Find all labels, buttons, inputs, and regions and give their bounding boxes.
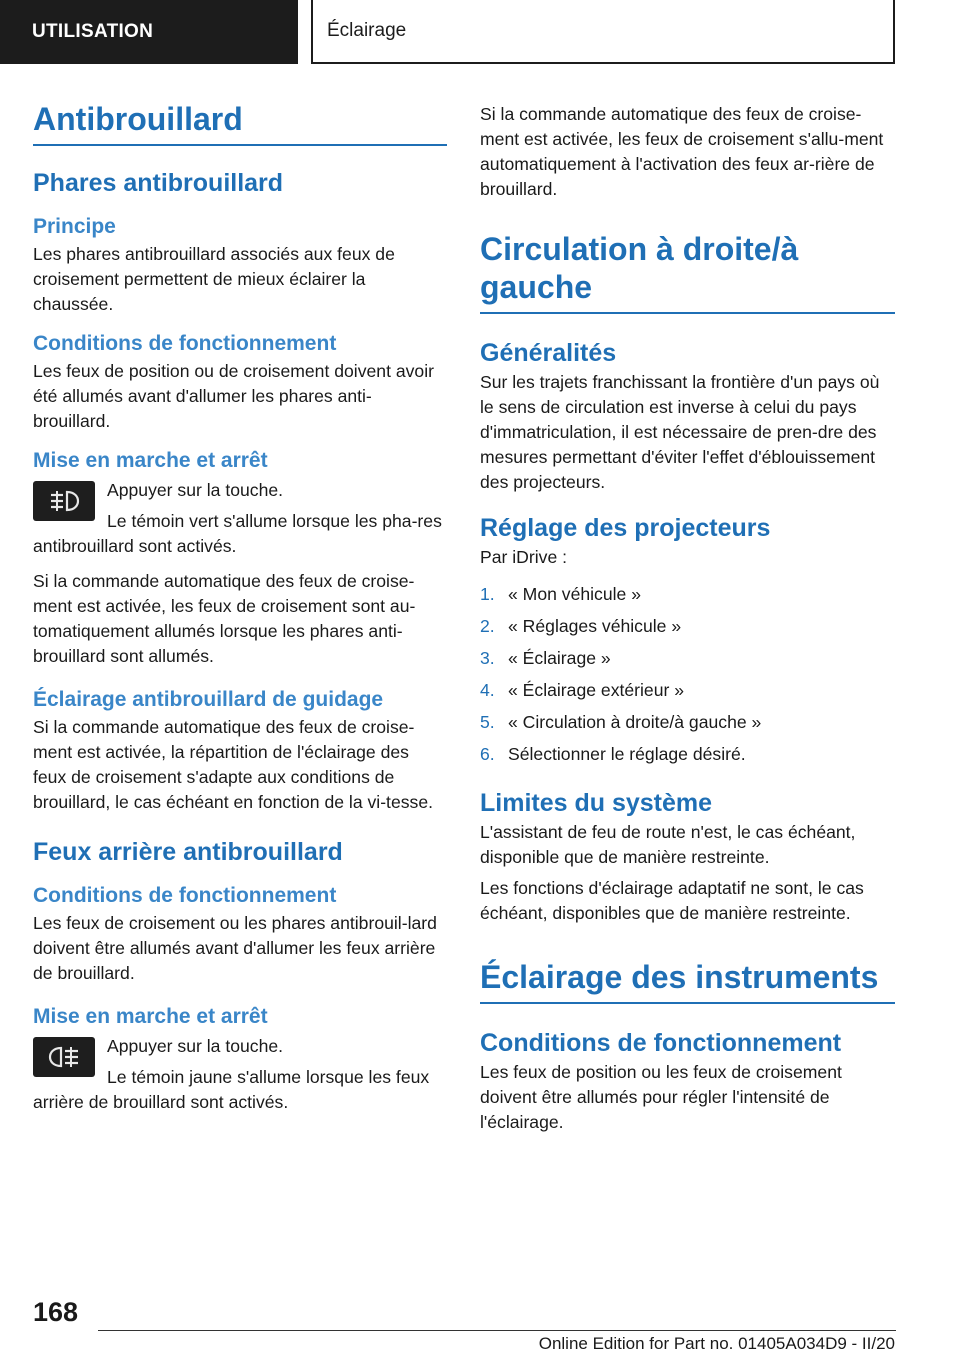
step-number: 6. [480, 744, 495, 764]
list-item [480, 578, 895, 610]
step-text: « Éclairage » [508, 648, 611, 668]
rear-fog-light-icon [33, 1037, 95, 1077]
right-column [480, 100, 895, 1135]
front-onoff-line1: Appuyer sur la touche. [107, 480, 284, 500]
limits-text-2: Les fonctions d'éclairage adaptatif ne sont, le cas échéant, disponibles que de manière restreinte. [480, 878, 864, 923]
rear-onoff-line1: Appuyer sur la touche. [107, 1036, 284, 1056]
guidance-text: Si la commande automatique des feux de croise-ment est activée, la répartition de l'éclairage des feux de croisement s'adapte aux conditions de brouillard, le cas échéant en fonction de la vi-tesse. [33, 717, 434, 812]
heading-front-fog: Phares antibrouillard [33, 169, 284, 197]
front-onoff-line2: Le témoin vert s'allume lorsque les pha-res antibrouillard sont activés. [33, 511, 442, 556]
idrive-steps [480, 578, 895, 770]
heading-general: Généralités [480, 339, 617, 367]
list-item [480, 706, 895, 738]
page-header [0, 0, 960, 66]
step-text: Sélectionner le réglage désiré. [508, 744, 746, 764]
heading-instrument-conditions: Conditions de fonctionnement [480, 1029, 842, 1057]
heading-system-limits: Limites du système [480, 789, 713, 817]
edition-note: Online Edition for Part no. 01405A034D9 - II/20 [538, 1334, 895, 1353]
heading-antibrouillard: Antibrouillard [33, 100, 447, 146]
step-text: « Éclairage extérieur » [508, 680, 685, 700]
step-number: 4. [480, 680, 495, 700]
list-item [480, 610, 895, 642]
heading-rear-fog: Feux arrière antibrouillard [33, 838, 343, 866]
chapter-title: Éclairage [311, 0, 895, 64]
section-tab: UTILISATION [0, 0, 298, 64]
heading-rear-conditions: Conditions de fonctionnement [33, 884, 337, 907]
step-text: « Mon véhicule » [508, 584, 642, 604]
step-text: « Circulation à droite/à gauche » [508, 712, 762, 732]
limits-text-1: L'assistant de feu de route n'est, le cas échéant, disponible que de manière restreinte. [480, 822, 856, 867]
instrument-conditions-text: Les feux de position ou les feux de croisement doivent être allumés pour régler l'intensité de l'éclairage. [480, 1062, 842, 1132]
step-number: 1. [480, 584, 495, 604]
front-auto-text: Si la commande automatique des feux de croise-ment est activée, les feux de croisement sont au-tomatiquement allumés lorsque les phares anti-brouillard sont allumés. [33, 571, 416, 666]
front-conditions-text: Les feux de position ou de croisement doivent avoir été allumés avant d'allumer les phares anti-brouillard. [33, 361, 434, 431]
list-item [480, 674, 895, 706]
left-column [33, 100, 447, 1115]
heading-headlight-adjust: Réglage des projecteurs [480, 514, 771, 542]
step-number: 3. [480, 648, 495, 668]
principle-text: Les phares antibrouillard associés aux feux de croisement permettent de mieux éclairer la chaussée. [33, 244, 395, 314]
rear-auto-text: Si la commande automatique des feux de croise-ment est activée, les feux de croisement s'allu-ment automatiquement à l'activation des feux ar-rière de brouillard. [480, 104, 884, 199]
front-fog-instruction [33, 478, 447, 559]
heading-guidance: Éclairage antibrouillard de guidage [33, 688, 384, 711]
rear-fog-instruction [33, 1034, 447, 1115]
rear-onoff-line2: Le témoin jaune s'allume lorsque les feux arrière de brouillard sont activés. [33, 1067, 430, 1112]
heading-front-onoff: Mise en marche et arrêt [33, 449, 268, 472]
list-item [480, 642, 895, 674]
list-item [480, 738, 895, 770]
adjust-intro: Par iDrive : [480, 547, 568, 567]
heading-instrument-lighting: Éclairage des instruments [480, 958, 895, 1004]
heading-front-conditions: Conditions de fonctionnement [33, 332, 337, 355]
page-number: 168 [33, 1297, 79, 1327]
rear-conditions-text: Les feux de croisement ou les phares antibrouil-lard doivent être allumés avant d'allumer les feux arrière de brouillard. [33, 913, 437, 983]
front-fog-light-icon [33, 481, 95, 521]
heading-traffic-side: Circulation à droite/à gauche [480, 230, 895, 314]
step-text: « Réglages véhicule » [508, 616, 682, 636]
footer-divider [98, 1330, 896, 1331]
step-number: 5. [480, 712, 495, 732]
step-number: 2. [480, 616, 495, 636]
heading-rear-onoff: Mise en marche et arrêt [33, 1005, 268, 1028]
heading-principle: Principe [33, 215, 116, 238]
general-text: Sur les trajets franchissant la frontière d'un pays où le sens de circulation est inverse à celui du pays d'immatriculation, il est nécessaire de pren-dre des mesures permettant d'éviter l'effet d'éblouissement des projecteurs. [480, 372, 880, 492]
